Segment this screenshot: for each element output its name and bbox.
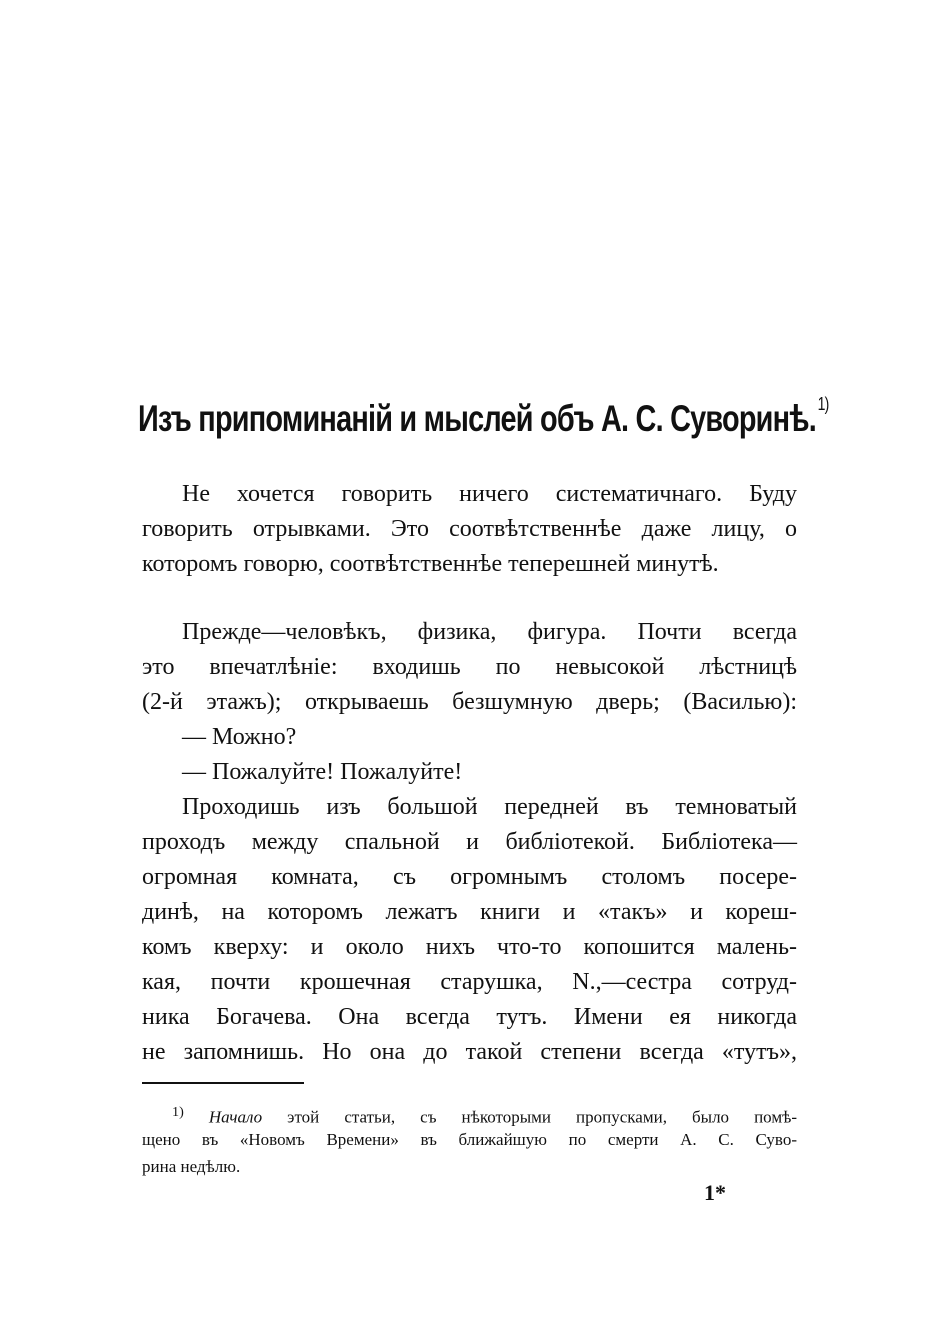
paragraph-3-line: динѣ, на которомъ лежатъ книги и «такъ» и кореш- xyxy=(142,899,797,925)
chapter-title-text: Изъ припоминаній и мыслей объ А. С. Суворинѣ. xyxy=(138,398,817,439)
paragraph-1-line: которомъ говорю, соотвѣтственнѣе теперешней минутѣ. xyxy=(142,551,719,577)
paragraph-3-line: не запомнишь. Но она до такой степени всегда «тутъ», xyxy=(142,1039,797,1065)
paragraph-3-line: огромная комната, съ огромнымъ столомъ посере- xyxy=(142,864,797,890)
paragraph-3-line: кая, почти крошечная старушка, N.,—сестра сотруд- xyxy=(142,969,797,995)
paragraph-2-line: Прежде—человѣкъ, физика, фигура. Почти всегда xyxy=(182,619,797,645)
footnote-line-1-text: этой статьи, съ нѣкоторыми пропусками, было помѣ- xyxy=(262,1107,798,1127)
title-footnote-marker: 1) xyxy=(817,394,829,414)
paragraph-3-line: проходъ между спальной и библіотекой. Библіотека— xyxy=(142,829,797,855)
footnote-line xyxy=(142,1099,797,1126)
footnote xyxy=(142,1099,797,1180)
chapter-title xyxy=(138,394,829,440)
paragraph-1-line: говорить отрывками. Это соотвѣтственнѣе даже лицу, о xyxy=(142,516,797,542)
dialog-line: — Пожалуйте! Пожалуйте! xyxy=(182,759,463,785)
paragraph-2-line: это впечатлѣніе: входишь по невысокой лѣстницѣ xyxy=(142,654,797,680)
paragraph-3-line: ника Богачева. Она всегда тутъ. Имени ея никогда xyxy=(142,1004,797,1030)
footnote-line: рина недѣлю. xyxy=(142,1157,241,1176)
footnote-divider xyxy=(142,1082,304,1084)
paragraph-3-line: комъ кверху: и около нихъ что-то копошится малень- xyxy=(142,934,797,960)
dialog-line: — Можно? xyxy=(182,724,297,750)
footnote-line: щено въ «Новомъ Времени» въ ближайшую по смерти А. С. Суво- xyxy=(142,1130,797,1149)
page-signature: 1* xyxy=(704,1180,726,1205)
footnote-marker: 1) xyxy=(172,1104,184,1120)
paragraph-1-line: Не хочется говорить ничего систематичнаго. Буду xyxy=(182,481,797,507)
paragraph-1 xyxy=(142,477,797,582)
paragraph-2 xyxy=(142,615,797,1070)
footnote-emphasis: Начало xyxy=(208,1107,263,1127)
paragraph-2-line: (2-й этажъ); открываешь безшумную дверь; (Василью): xyxy=(142,689,797,715)
paragraph-3-line: Проходишь изъ большой передней въ темноватый xyxy=(182,794,797,820)
